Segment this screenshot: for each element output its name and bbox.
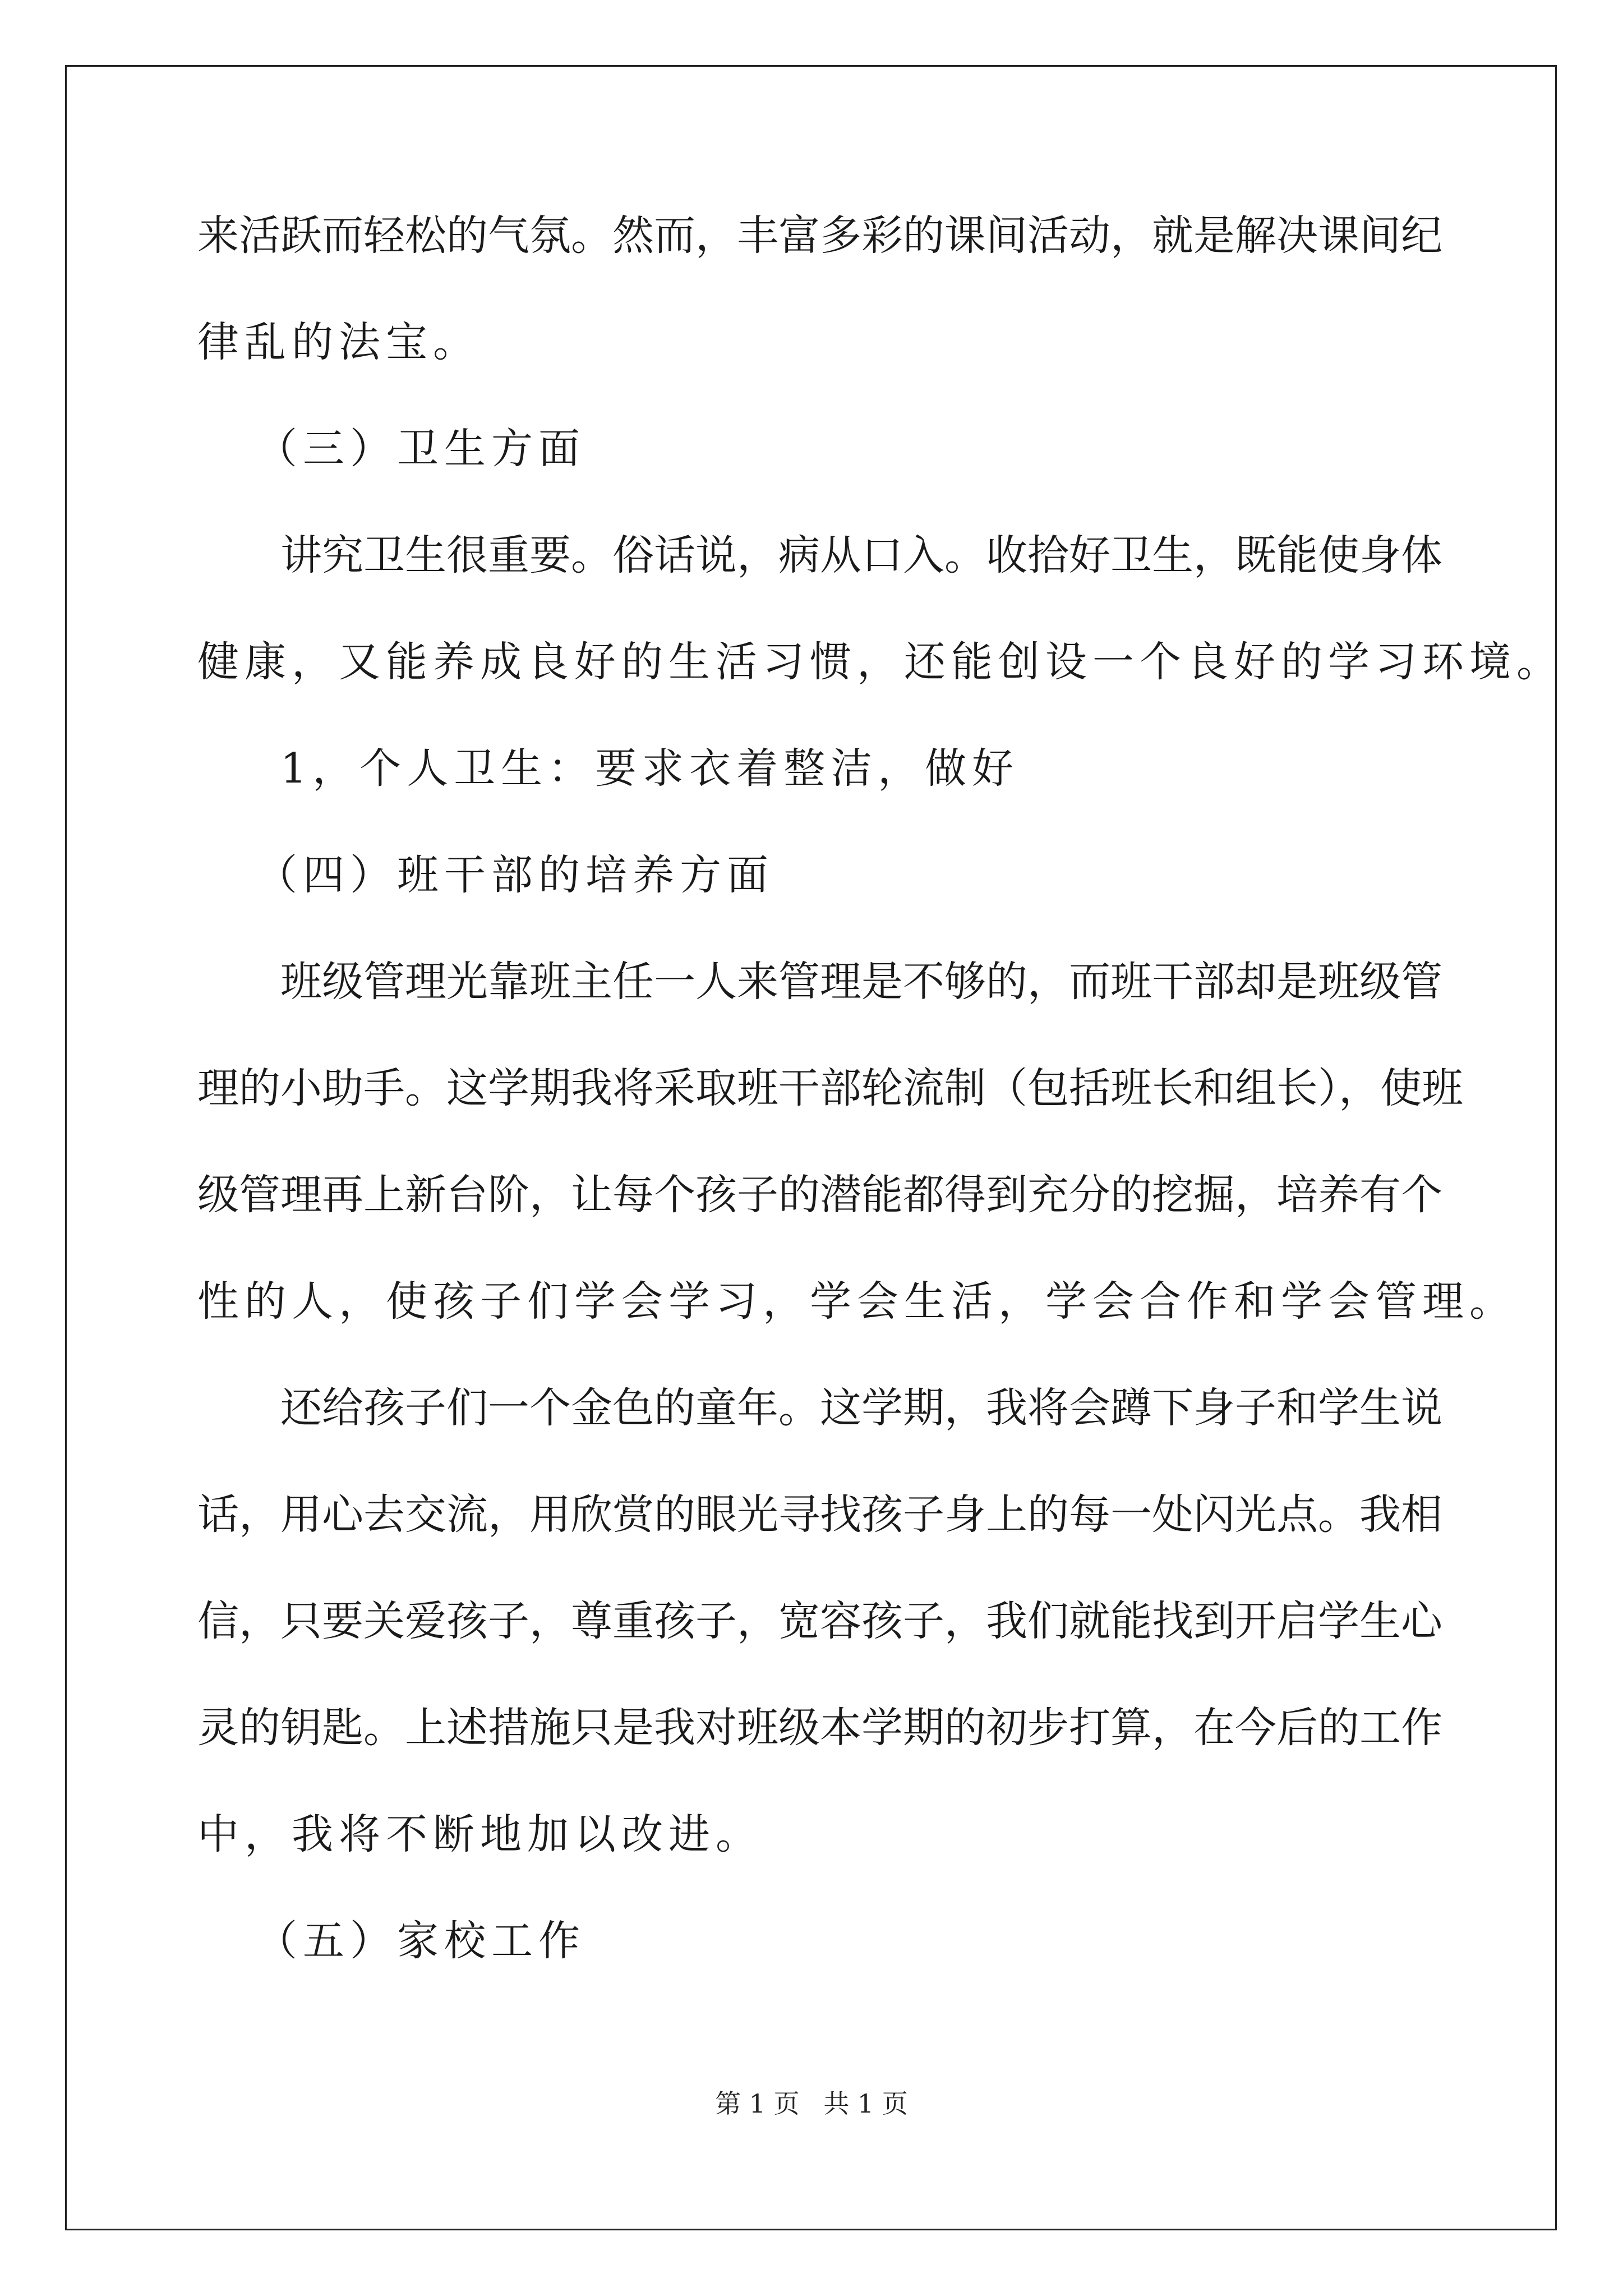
paragraph-line: 信，只要关爱孩子，尊重孩子，宽容孩子，我们就能找到开启学生心 [197, 1597, 1442, 1645]
paragraph-line: 中，我将不断地加以改进。 [197, 1810, 763, 1858]
paragraph-line: 灵的钥匙。上述措施只是我对班级本学期的初步打算，在今后的工作 [197, 1704, 1442, 1752]
section-heading: （五）家校工作 [256, 1917, 585, 1965]
paragraph-line: 理的小助手。这学期我将采取班干部轮流制（包括班长和组长），使班 [197, 1064, 1463, 1112]
paragraph-line: 性的人，使孩子们学会学习，学会生活，学会合作和学会管理。 [197, 1277, 1516, 1326]
page-footer [0, 2087, 1623, 2120]
paragraph-line: 级管理再上新台阶，让每个孩子的潜能都得到充分的挖掘，培养有个 [197, 1171, 1442, 1219]
page-number: 第 1 页 [715, 2088, 800, 2119]
paragraph-line: 班级管理光靠班主任一人来管理是不够的，而班干部却是班级管 [280, 958, 1442, 1006]
section-heading: （四）班干部的培养方面 [256, 851, 774, 899]
paragraph-line: 还给孩子们一个金色的童年。这学期，我将会蹲下身子和学生说 [280, 1384, 1442, 1432]
section-heading: （三）卫生方面 [256, 425, 585, 473]
paragraph-line: 健康，又能养成良好的生活习惯，还能创设一个良好的学习环境。 [197, 638, 1564, 686]
paragraph-line: 话，用心去交流，用欣赏的眼光寻找孩子身上的每一处闪光点。我相 [197, 1490, 1442, 1539]
list-item: 1，个人卫生：要求衣着整洁，做好 [280, 744, 1020, 793]
paragraph-line: 来活跃而轻松的气氛。然而，丰富多彩的课间活动，就是解决课间纪 [197, 211, 1442, 260]
paragraph-line: 律乱的法宝。 [197, 318, 480, 366]
page-total: 共 1 页 [823, 2088, 908, 2119]
page-border [65, 65, 1557, 2230]
paragraph-line: 讲究卫生很重要。俗话说，病从口入。收拾好卫生，既能使身体 [280, 531, 1442, 579]
